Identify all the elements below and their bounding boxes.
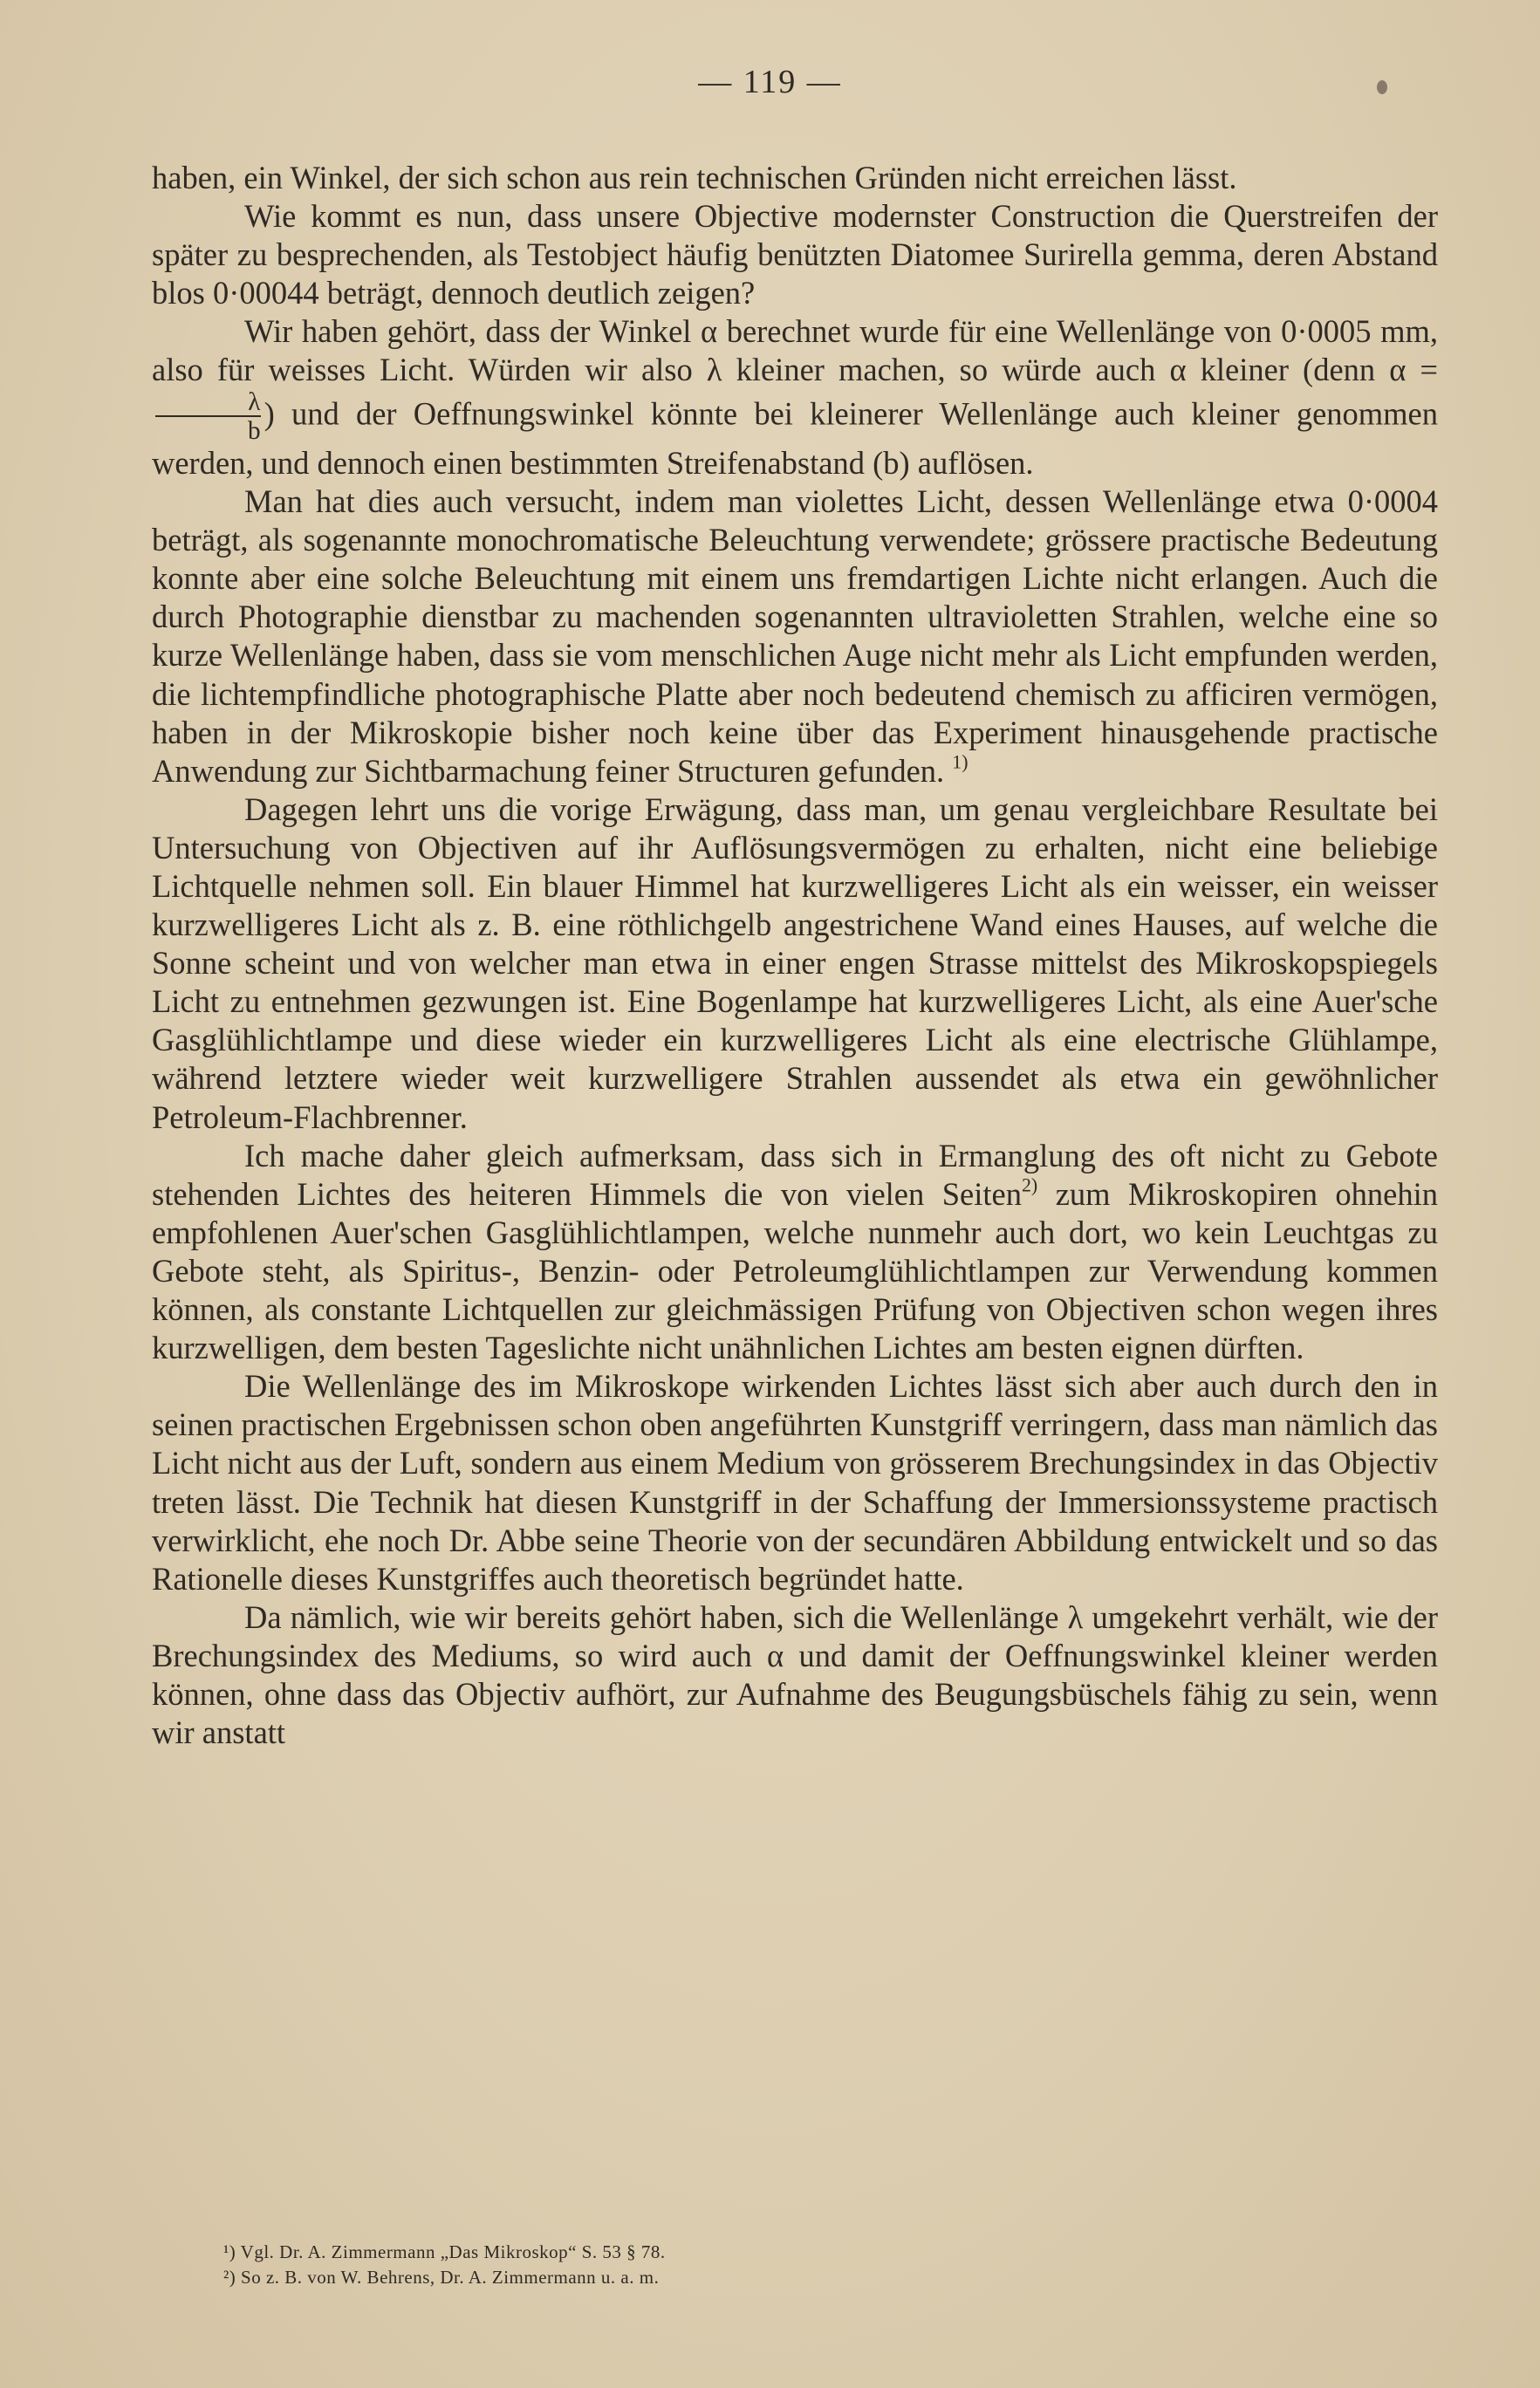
paragraph-6 bbox=[152, 1137, 1438, 1368]
footnotes bbox=[223, 2240, 1358, 2290]
footnote-ref-2: 2) bbox=[1021, 1173, 1038, 1196]
paragraph-7: Die Wellenlänge des im Mikroskope wirkenden Lichtes lässt sich aber auch durch den in seinen practischen Ergebnissen schon oben angeführten Kunstgriff verringern, dass man nämlich das Licht nicht aus der Luft, sondern aus einem Medium von grösserem Brechungsindex in das Objectiv treten lässt. Die Technik hat diesen Kunstgriff in der Schaffung der Immersionssysteme practisch verwirklicht, ehe noch Dr. Abbe seine Theorie von der secundären Abbildung entwickelt und so das Rationelle dieses Kunstgriffes auch theoretisch begründet hatte. bbox=[152, 1368, 1438, 1597]
fraction-numerator: λ bbox=[248, 387, 261, 416]
ink-spot bbox=[1377, 80, 1387, 94]
body-text bbox=[152, 159, 1438, 1752]
paragraph-6-tail: zum Mikroskopiren ohnehin empfohlenen Auer'schen Gasglühlichtlampen, welche nunmehr auch dort, wo kein Leuchtgas zu Gebote steht, als Spiritus-, Benzin- oder Petroleumglühlichtlampen zur Verwendung kommen können, als constante Lichtquellen zur gleichmässigen Prüfung von Objectiven schon wegen ihres kurzwelligen, dem besten Tageslichte nicht unähnlichen Lichtes am besten eignen dürften. bbox=[152, 1175, 1439, 1366]
paragraph-3-tail: ) und der Oeffnungswinkel könnte bei kleinerer Wellenlänge auch kleiner genommen werden, und dennoch einen bestimmten Streifenabstand (b) auflösen. bbox=[152, 395, 1438, 481]
paragraph-6-text: Ich mache daher gleich aufmerksam, dass sich in Ermanglung des oft nicht zu Gebote stehenden Lichtes des heiteren Himmels die von vielen Seiten bbox=[152, 1137, 1438, 1212]
paragraph-1: haben, ein Winkel, der sich schon aus rein technischen Gründen nicht erreichen lässt. bbox=[152, 160, 1237, 195]
footnote-1: ¹) Vgl. Dr. A. Zimmermann „Das Mikroskop“ S. 53 § 78. bbox=[223, 2241, 666, 2262]
paragraph-3-text: Wir haben gehört, dass der Winkel α berechnet wurde für eine Wellenlänge von 0·0005 mm, also für weisses Licht. Würden wir also λ kleiner machen, so würde auch α kleiner (denn α = bbox=[152, 313, 1438, 388]
paragraph-2: Wie kommt es nun, dass unsere Objective modernster Construction die Querstreifen der später zu besprechenden, als Testobject häufig benützten Diatomee Surirella gemma, deren Abstand blos 0·00044 beträgt, dennoch deutlich zeigen? bbox=[152, 198, 1438, 311]
fraction-lambda-over-b bbox=[155, 387, 261, 445]
footnote-2: ²) So z. B. von W. Behrens, Dr. A. Zimmermann u. a. m. bbox=[223, 2267, 660, 2288]
fraction-denominator: b bbox=[155, 415, 261, 444]
paragraph-8: Da nämlich, wie wir bereits gehört haben, sich die Wellenlänge λ umgekehrt verhält, wie der Brechungsindex des Mediums, so wird auch α und damit der Oeffnungswinkel kleiner werden können, ohne dass das Objectiv aufhört, zur Aufnahme des Beugungsbüschels fähig zu sein, wenn wir anstatt bbox=[152, 1598, 1438, 1751]
page-number: — 119 — bbox=[698, 64, 842, 100]
paragraph-4 bbox=[152, 482, 1438, 790]
paragraph-4-text: Man hat dies auch versucht, indem man violettes Licht, dessen Wellenlänge etwa 0·0004 beträgt, als sogenannte monochromatische Beleuchtung verwendete; grössere practische Bedeutung konnte aber eine solche Beleuchtung mit einem uns fremdartigen Lichte nicht erlangen. Auch die durch Photographie dienstbar zu machenden sogenannten ultravioletten Strahlen, welche eine so kurze Wellenlänge haben, dass sie vom menschlichen Auge nicht mehr als Licht empfunden werden, die lichtempfindliche photographische Platte aber noch bedeutend chemisch zu afficiren vermögen, haben in der Mikroskopie bisher noch keine über das Experiment hinausgehende practische Anwendung zur Sichtbarmachung feiner Structuren gefunden. bbox=[152, 483, 1438, 789]
paragraph-5: Dagegen lehrt uns die vorige Erwägung, dass man, um genau vergleichbare Resultate bei Untersuchung von Objectiven auf ihr Auflösungsvermögen zu erhalten, nicht eine beliebige Lichtquelle nehmen soll. Ein blauer Himmel hat kurzwelligeres Licht als ein weisser, ein weisser kurzwelligeres Licht als z. B. eine röthlichgelb angestrichene Wand eines Hauses, auf welche die Sonne scheint und von welcher man etwa in einer engen Strasse mittelst des Mikroskopspiegels Licht zu entnehmen gezwungen ist. Eine Bogenlampe hat kurzwelligeres Licht, als eine Auer'sche Gasglühlichtlampe und diese wieder ein kurzwelligeres Licht als eine electrische Glühlampe, während letztere wieder weit kurzwelligere Strahlen aussendet als etwa ein gewöhnlicher Petroleum-Flachbrenner. bbox=[152, 790, 1438, 1135]
paragraph-3 bbox=[152, 312, 1438, 482]
footnote-ref-1: 1) bbox=[952, 750, 968, 773]
